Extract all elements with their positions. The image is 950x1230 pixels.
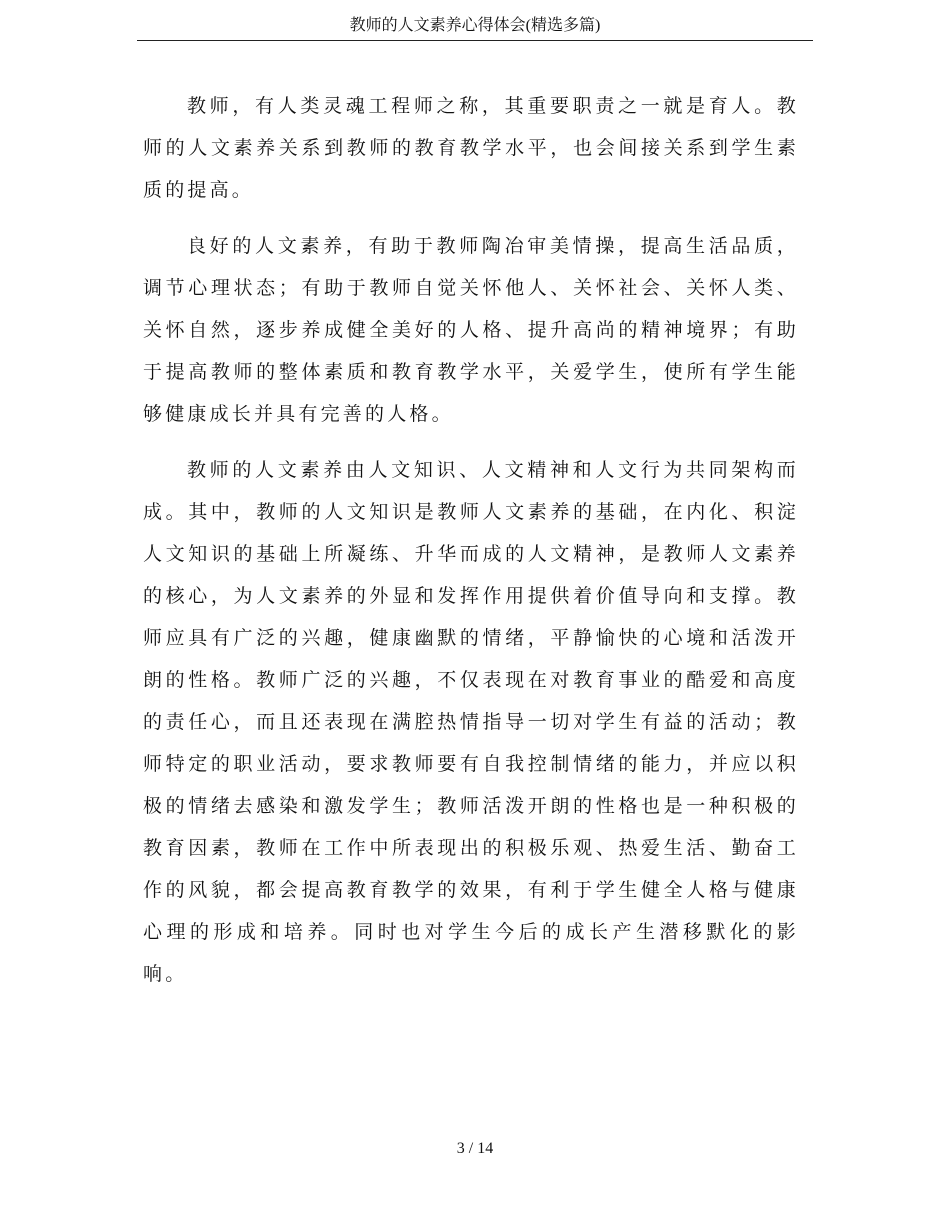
- page-header: [137, 14, 813, 41]
- paragraph-2: 良好的人文素养，有助于教师陶冶审美情操，提高生活品质，调节心理状态；有助于教师自觉关怀他人、关怀社会、关怀人类、关怀自然，逐步养成健全美好的人格、提升高尚的精神境界；有助于提高教师的整体素质和教育教学水平，关爱学生，使所有学生能够健康成长并具有完善的人格。: [143, 235, 799, 425]
- paragraph-3: 教师的人文素养由人文知识、人文精神和人文行为共同架构而成。其中，教师的人文知识是教师人文素养的基础，在内化、积淀人文知识的基础上所凝练、升华而成的人文精神，是教师人文素养的核心，为人文素养的外显和发挥作用提供着价值导向和支撑。教师应具有广泛的兴趣，健康幽默的情绪，平静愉快的心境和活泼开朗的性格。教师广泛的兴趣，不仅表现在对教育事业的酷爱和高度的责任心，而且还表现在满腔热情指导一切对学生有益的活动；教师特定的职业活动，要求教师要有自我控制情绪的能力，并应以积极的情绪去感染和激发学生；教师活泼开朗的性格也是一种积极的教育因素，教师在工作中所表现出的积极乐观、热爱生活、勤奋工作的风貌，都会提高教育教学的效果，有利于学生健全人格与健康心理的形成和培养。同时也对学生今后的成长产生潜移默化的影响。: [143, 459, 799, 985]
- paragraph-1: 教师，有人类灵魂工程师之称，其重要职责之一就是育人。教师的人文素养关系到教师的教育教学水平，也会间接关系到学生素质的提高。: [143, 95, 799, 201]
- page-number: 3 / 14: [456, 1140, 494, 1157]
- page-footer: [0, 1138, 950, 1159]
- document-body: [143, 85, 799, 995]
- document-title: 教师的人文素养心得体会(精选多篇): [349, 17, 601, 34]
